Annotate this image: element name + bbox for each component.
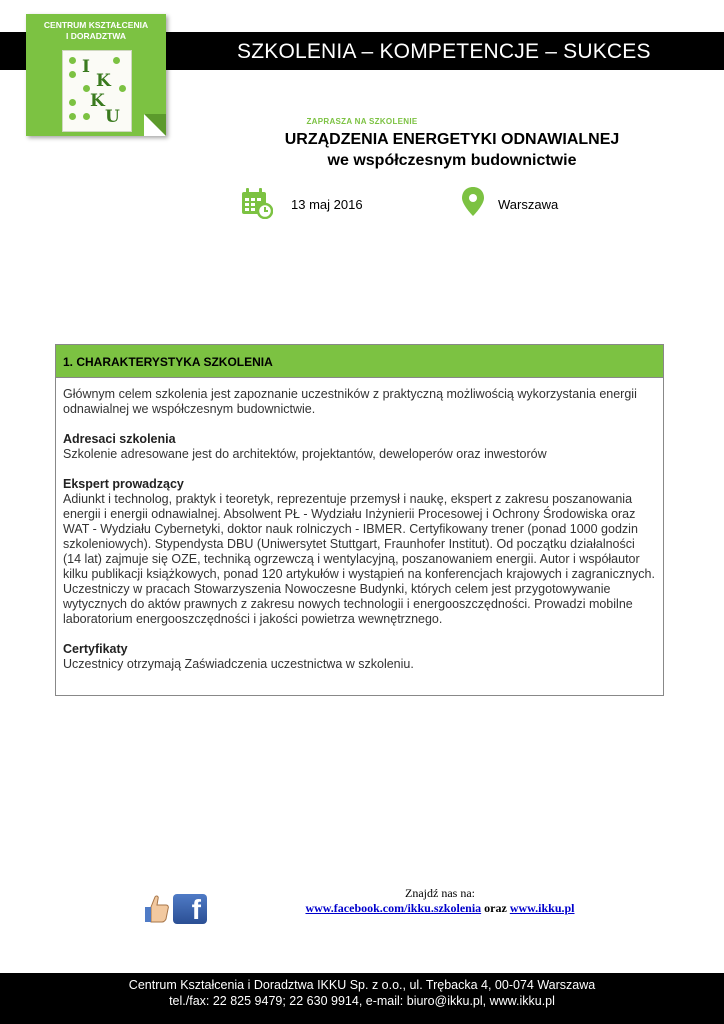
social-links [0,901,724,916]
section-heading: 1. CHARAKTERYSTYKA SZKOLENIA [56,345,663,378]
event-date: 13 maj 2016 [291,197,363,212]
footer-bar [0,973,724,1024]
logo-letter: K [90,91,105,111]
footer-address: Centrum Kształcenia i Doradztwa IKKU Sp. z o.o., ul. Trębacka 4, 00-074 Warszawa [128,978,596,992]
logo-dot [113,57,120,64]
facebook-link[interactable]: www.facebook.com/ikku.szkolenia [305,901,482,915]
training-characteristics-section [55,344,664,696]
logo-title [26,20,166,42]
expert-heading: Ekspert prowadzący [63,477,184,491]
training-title: URZĄDZENIA ENERGETYKI ODNAWIALNEJ [284,131,620,148]
logo-letter: I [82,57,90,77]
location-pin-icon [461,186,485,218]
intro-text: Głównym celem szkolenia jest zapoznanie uczestników z praktyczną możliwością wykorzystania energii odnawialnej we współczesnym budownictwie. [63,387,637,416]
audience-text: Szkolenie adresowane jest do architektów, projektantów, deweloperów oraz inwestorów [63,447,547,461]
logo-title-line1: CENTRUM KSZTAŁCENIA [43,20,149,30]
calendar-icon [241,187,273,219]
links-separator: oraz [484,901,507,915]
logo-dot [83,85,90,92]
tagline: SZKOLENIA – KOMPETENCJE – SUKCES [237,40,651,63]
event-place: Warszawa [498,197,559,212]
footer-contact: tel./fax: 22 825 9479; 22 630 9914, e-mail: biuro@ikku.pl, www.ikku.pl [169,994,555,1008]
logo-dot [69,71,76,78]
find-us-label: Znajdź nas na: [405,886,475,900]
section-body [56,378,663,672]
certificates-text: Uczestnicy otrzymają Zaświadczenia uczestnictwa w szkoleniu. [63,657,414,671]
logo-dot [119,85,126,92]
website-link[interactable]: www.ikku.pl [509,901,575,915]
certificates-heading: Certyfikaty [63,642,128,656]
expert-text-continued: Uczestniczy w pracach Stowarzyszenia Nowoczesne Budynki, których celem jest przygotowywanie wytycznych do aktów prawnych z zakresu nowych technologii i energooszczędności. Prowadzi mobilne laboratorium energooszczędności i jakości powietrza wewnętrznego. [63,582,633,626]
logo-dot [69,99,76,106]
facebook-icon-letter: f [191,894,201,925]
logo-dot [69,57,76,64]
invite-label: ZAPRASZA NA SZKOLENIE [306,117,418,126]
audience-heading: Adresaci szkolenia [63,432,176,446]
training-subtitle: we współczesnym budownictwie [327,152,577,169]
expert-text: Adiunkt i technolog, praktyk i teoretyk, reprezentuje przemysł i naukę, ekspert z zakresu poszanowania energii i energii odnawialnej. Absolwent PŁ - Wydziału Inżynierii Procesowej i Ochrony Środowiska oraz WAT - Wydziału Cybernetyki, doktor nauk rolniczych - IBMER. Certyfikowany trener (ponad 1000 godzin szkoleniowych). Stypendysta DBU (Uniwersytet Stuttgart, Fraunhofer Institut). Od początku działalności (14 lat) zajmuje się OZE, techniką ogrzewczą i wentylacyjną, poszanowaniem energii. Autor i współautor kilku publikacji książkowych, ponad 120 artykułów i wystąpień na konferencjach krajowych i zagranicznych. [63,492,655,581]
logo-title-line2: I DORADZTWA [66,31,126,41]
logo-letter: U [105,107,120,127]
logo-letter: K [96,71,111,91]
